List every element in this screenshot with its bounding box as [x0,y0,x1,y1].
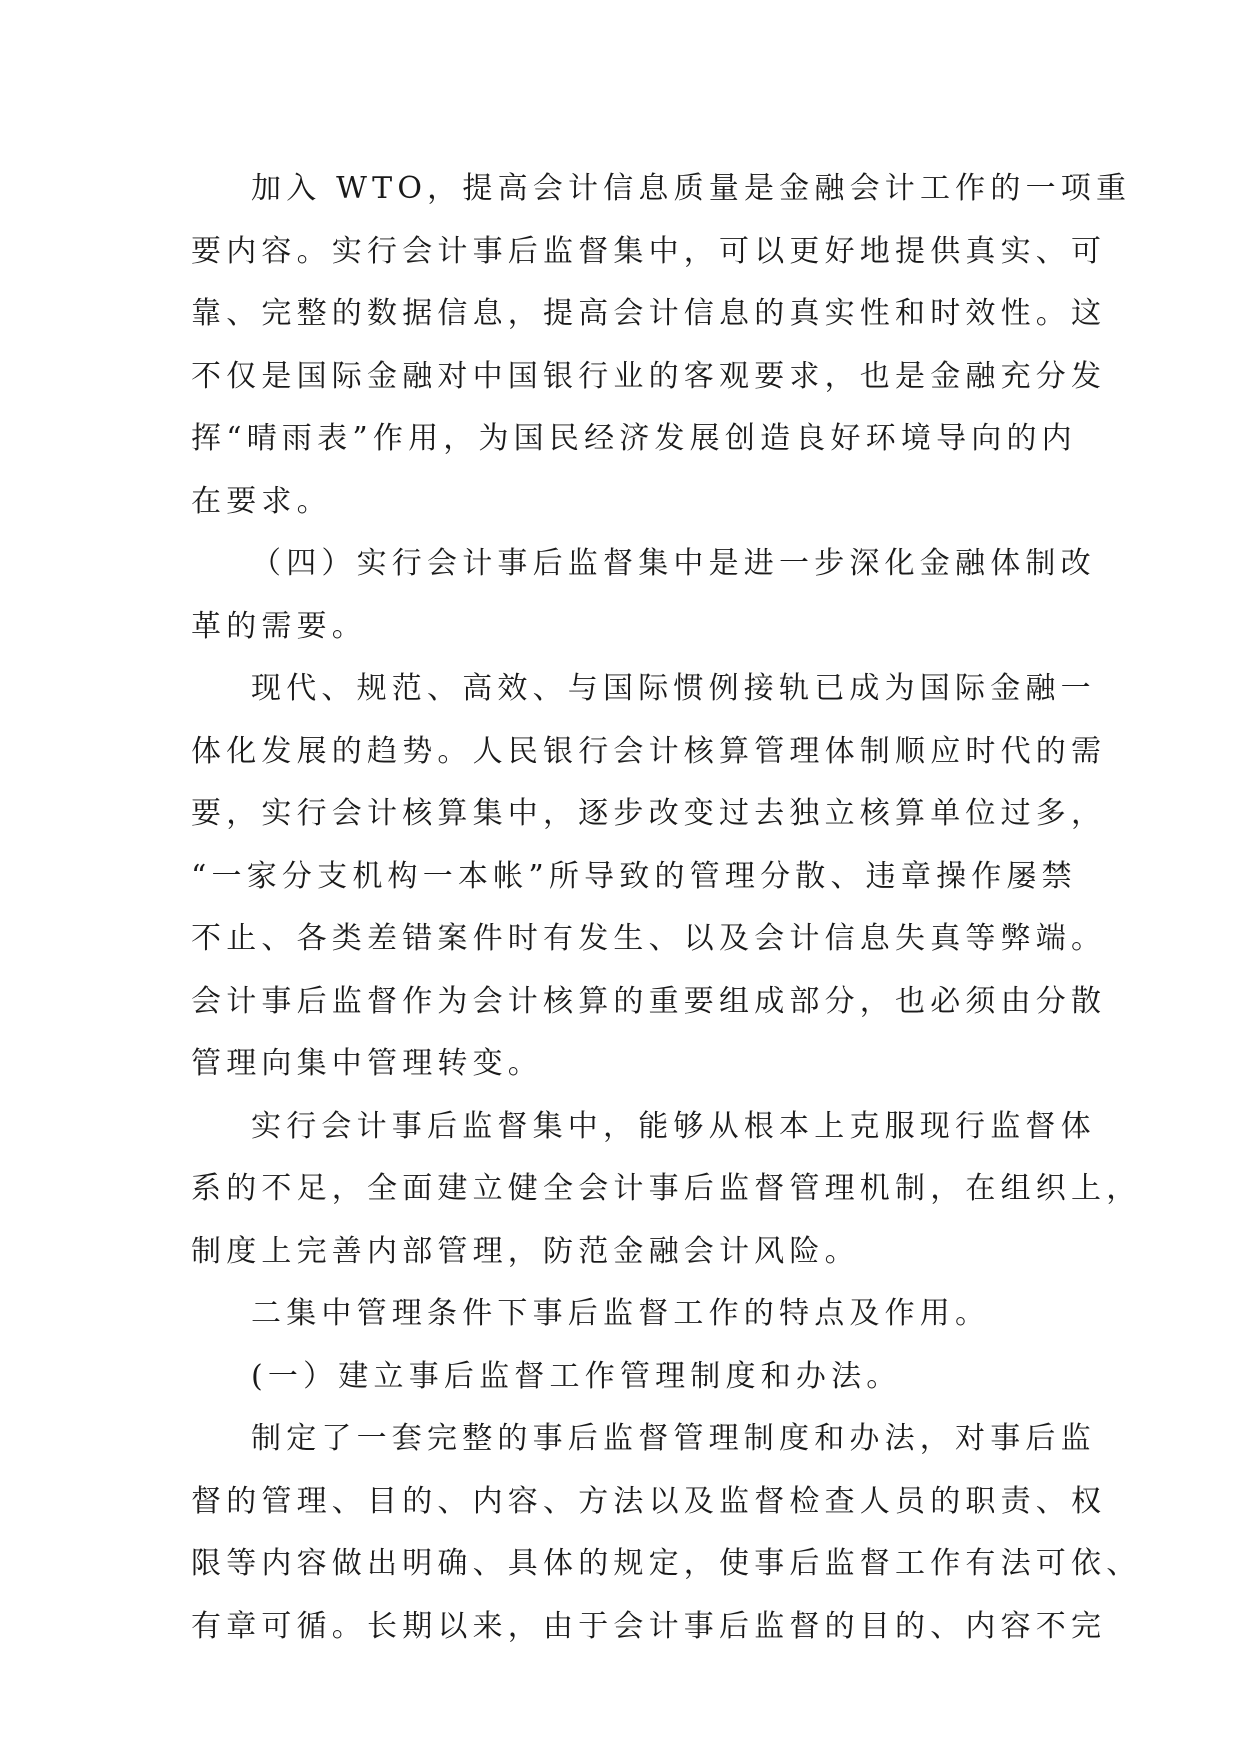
text-line: 限等内容做出明确、具体的规定，使事后监督工作有法可依、 [191,1546,1142,1581]
text-line: (一）建立事后监督工作管理制度和办法。 [251,1358,902,1394]
text-line: “一家分支机构一本帐”所导致的管理分散、违章操作屡禁 [191,858,1077,894]
text-line: 革的需要。 [191,608,367,644]
text-line: 要，实行会计核算集中，逐步改变过去独立核算单位过多， [191,796,1107,831]
paragraph-modernization [191,658,1107,1096]
text-line: 体化发展的趋势。人民银行会计核算管理体制顺应时代的需 [191,733,1107,769]
text-line: 督的管理、目的、内容、方法以及监督检查人员的职责、权 [191,1483,1107,1519]
text-line: （四）实行会计事后监督集中是进一步深化金融体制改 [251,546,1096,581]
text-line: 加入 WTO，提高会计信息质量是金融会计工作的一项重 [251,171,1132,206]
text-line: 制度上完善内部管理，防范金融会计风险。 [191,1233,860,1269]
text-line: 二集中管理条件下事后监督工作的特点及作用。 [251,1296,991,1331]
document-body [191,158,1142,1658]
section-heading-four [191,533,1096,658]
paragraph-wto [191,158,1132,533]
text-line: 制定了一套完整的事后监督管理制度和办法，对事后监 [251,1421,1096,1456]
text-line: 不仅是国际金融对中国银行业的客观要求，也是金融充分发 [191,358,1107,394]
text-line: 会计事后监督作为会计核算的重要组成部分，也必须由分散 [191,983,1107,1019]
text-line: 管理向集中管理转变。 [191,1046,543,1081]
text-line: 系的不足，全面建立健全会计事后监督管理机制，在组织上， [191,1171,1142,1206]
subsection-heading-one [191,1346,1055,1409]
paragraph-centralization [191,1096,1142,1284]
text-line: 不止、各类差错案件时有发生、以及会计信息失真等弊端。 [191,921,1107,956]
paragraph-regulations [191,1408,1142,1658]
text-line: 靠、完整的数据信息，提高会计信息的真实性和时效性。这 [191,296,1107,331]
text-line: 实行会计事后监督集中，能够从根本上克服现行监督体 [251,1108,1096,1144]
text-line: 挥“晴雨表”作用，为国民经济发展创造良好环境导向的内 [191,421,1077,456]
text-line: 要内容。实行会计事后监督集中，可以更好地提供真实、可 [191,233,1107,269]
text-line: 现代、规范、高效、与国际惯例接轨已成为国际金融一 [251,671,1096,706]
text-line: 有章可循。长期以来，由于会计事后监督的目的、内容不完 [191,1608,1107,1644]
section-heading-two [191,1283,1055,1346]
text-line: 在要求。 [191,483,332,519]
